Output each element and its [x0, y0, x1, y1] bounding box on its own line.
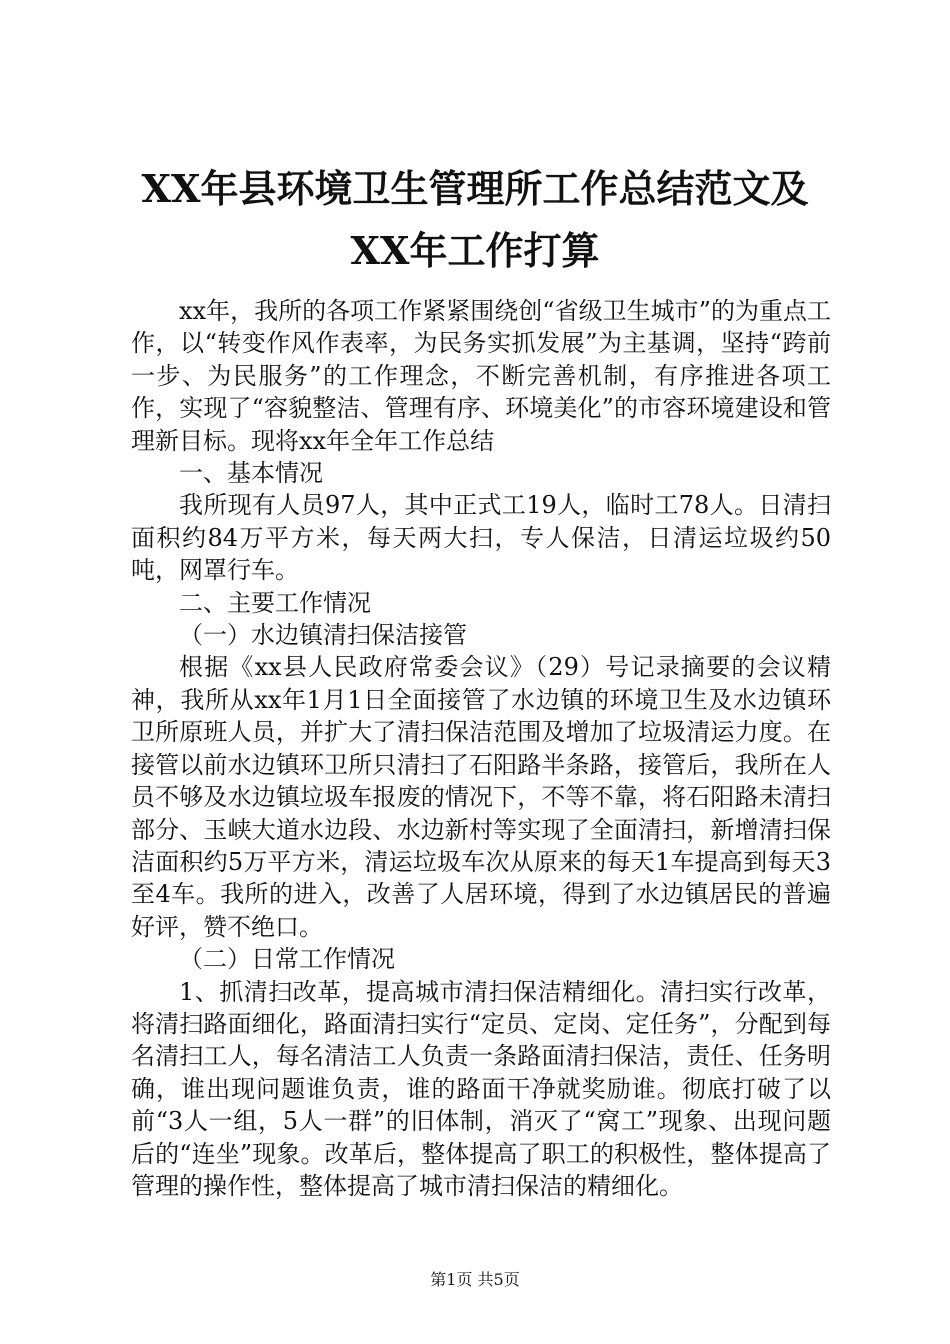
subsection-heading-takeover: （一）水边镇清扫保洁接管 [179, 621, 467, 650]
document-body [131, 295, 831, 1202]
document-title: XX年县环境卫生管理所工作总结范文及XX年工作打算 [141, 166, 809, 273]
paragraph-takeover: 根据《xx县人民政府常委会议》（29）号记录摘要的会议精神，我所从xx年1月1日全面接管了水边镇的环境卫生及水边镇环卫所原班人员，并扩大了清扫保洁范围及增加了垃圾清运力度。在接管以前水边镇环卫所只清扫了石阳路半条路，接管后，我所在人员不够及水边镇垃圾车报废的情况下，不等不靠，将石阳路未清扫部分、玉峡大道水边段、水边新村等实现了全面清扫，新增清扫保洁面积约5万平方米，清运垃圾车次从原来的每天1车提高到每天3至4车。我所的进入，改善了人居环境，得到了水边镇居民的普遍好评，赞不绝口。 [131, 653, 831, 941]
section-heading-main-work: 二、主要工作情况 [179, 588, 371, 617]
paragraph-cleaning-reform: 1、抓清扫改革，提高城市清扫保洁精细化。清扫实行改革，将清扫路面细化，路面清扫实行“定员、定岗、定任务”，分配到每名清扫工人，每名清洁工人负责一条路面清扫保洁，责任、任务明确，谁出现问题谁负责，谁的路面干净就奖励谁。彻底打破了以前“3人一组，5人一群”的旧体制，消灭了“窝工”现象、出现问题后的“连坐”现象。改革后，整体提高了职工的积极性，整体提高了管理的操作性，整体提高了城市清扫保洁的精细化。 [131, 977, 831, 1200]
paragraph-intro: xx年，我所的各项工作紧紧围绕创“省级卫生城市”的为重点工作，以“转变作风作表率，为民务实抓发展”为主基调，坚持“跨前一步、为民服务”的工作理念，不断完善机制，有序推进各项工作，实现了“容貌整洁、管理有序、环境美化”的市容环境建设和管理新目标。现将xx年全年工作总结 [131, 297, 831, 455]
subsection-heading-daily-work: （二）日常工作情况 [179, 945, 395, 974]
page-indicator: 第1页 共5页 [430, 1270, 520, 1289]
section-heading-basic: 一、基本情况 [179, 459, 323, 488]
paragraph-basic-info: 我所现有人员97人，其中正式工19人，临时工78人。日清扫面积约84万平方米，每天两大扫，专人保洁，日清运垃圾约50吨，网罩行车。 [131, 491, 831, 585]
